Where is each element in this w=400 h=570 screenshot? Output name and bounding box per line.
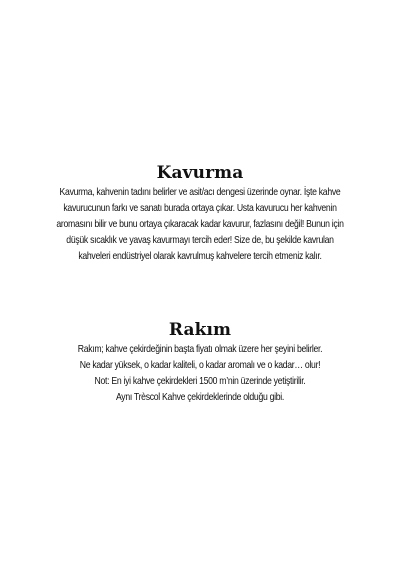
rakim-section (0, 320, 400, 406)
paragraph-line: Aynı Trèscol Kahve çekirdeklerinde olduğu gibi. (115, 392, 285, 403)
kavurma-section (0, 163, 400, 265)
paragraph-line: Ne kadar yüksek, o kadar kaliteli, o kadar aromalı ve o kadar… olur! (79, 360, 321, 371)
paragraph-line: Kavurma, kahvenin tadını belirler ve asit/acı dengesi üzerinde oynar. İşte kahve (59, 187, 341, 198)
paragraph-line: kahveleri endüstriyel olarak kavrulmuş kahvelere tercih etmeniz kalır. (78, 251, 322, 262)
paragraph-line: düşük sıcaklık ve yavaş kavurmayı tercih eder! Size de, bu şekilde kavrulan (66, 235, 334, 246)
paragraph-line: Not: En iyi kahve çekirdekleri 1500 m’nin üzerinde yetiştirilir. (94, 376, 306, 387)
section-heading: Kavurma (156, 163, 244, 183)
paragraph-line: kavurucunun farkı ve sanatı burada ortaya çıkar. Usta kavurucu her kahvenin (63, 203, 337, 214)
paragraph-line: Rakım; kahve çekirdeğinin başta fiyatı olmak üzere her şeyini belirler. (77, 344, 323, 355)
section-heading: Rakım (168, 320, 232, 340)
paragraph-line: aromasını bilir ve bunu ortaya çıkaracak kadar kavurur, fazlasını değil! Bunun için (56, 219, 344, 230)
